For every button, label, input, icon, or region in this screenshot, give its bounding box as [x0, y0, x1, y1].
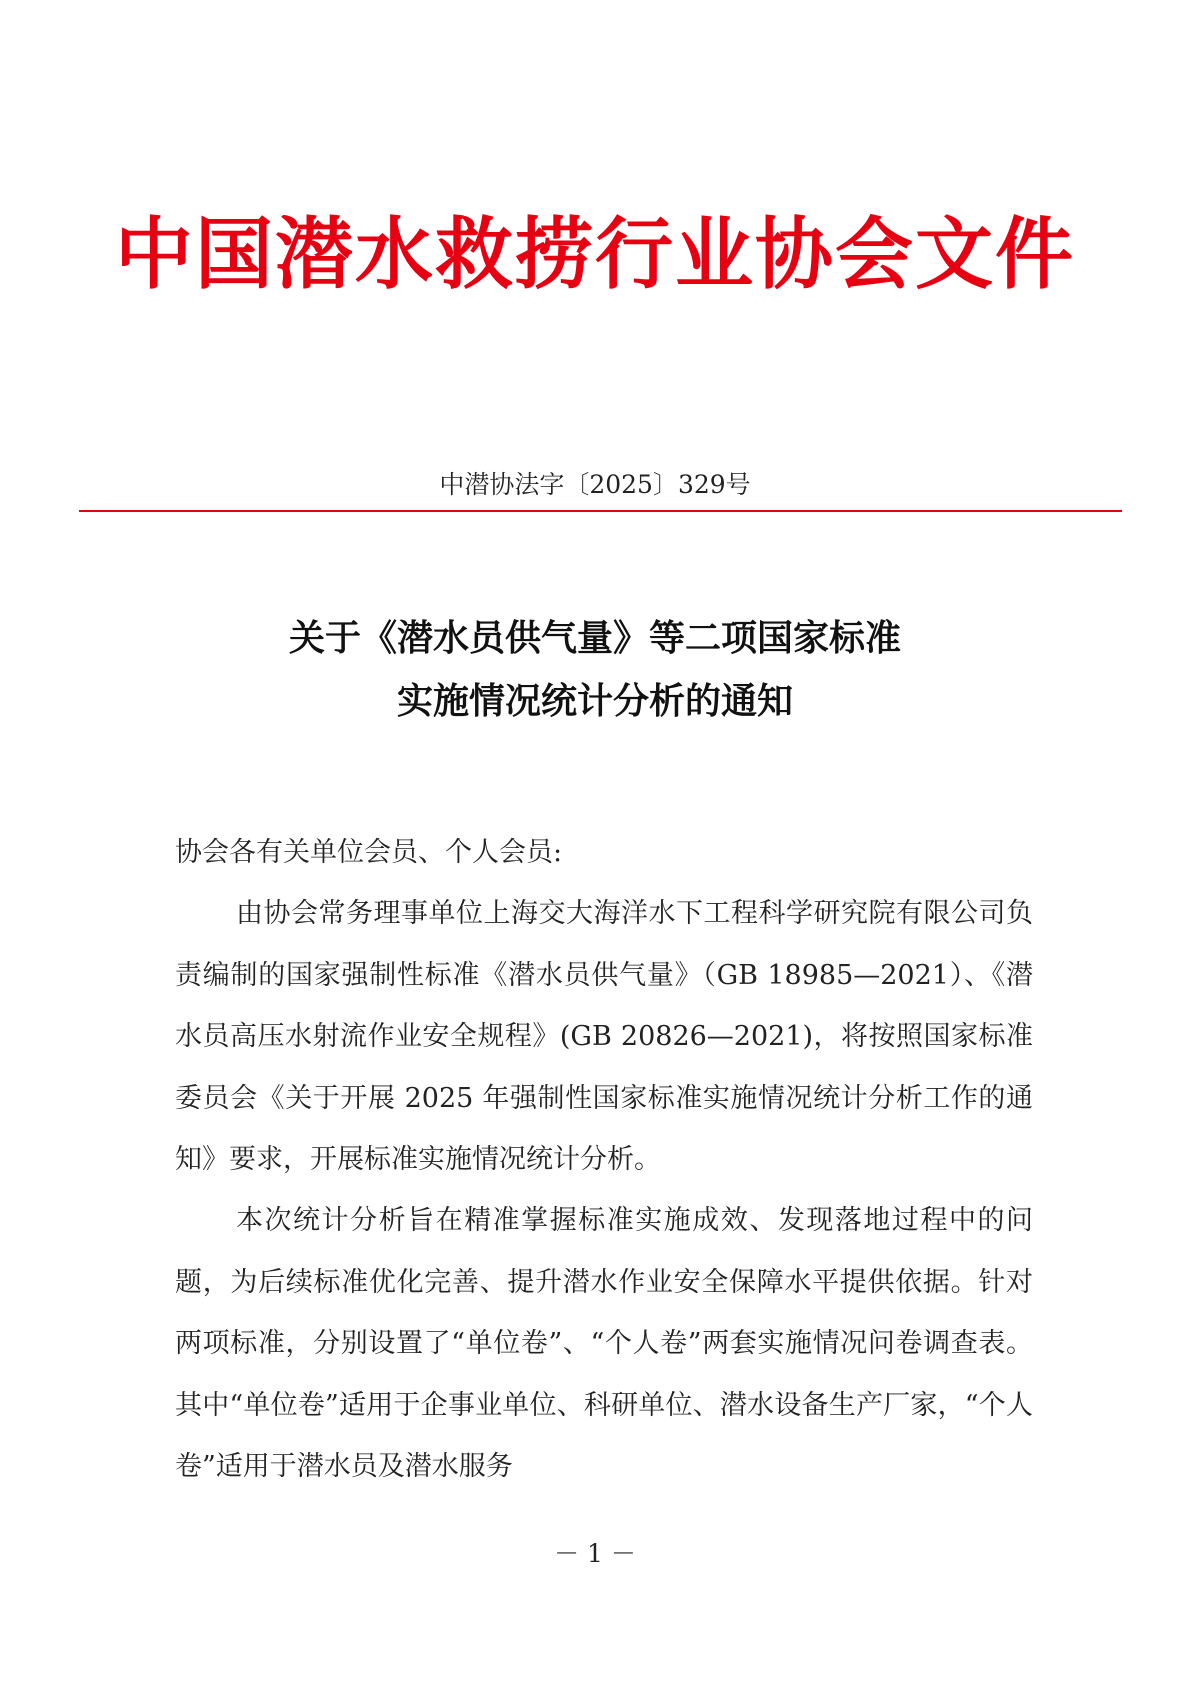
- document-number: 中潜协法字〔2025〕329号: [439, 470, 751, 499]
- header-divider-line: [79, 510, 1122, 512]
- document-title-line-2: 实施情况统计分析的通知: [396, 680, 793, 722]
- document-body: [175, 822, 1033, 1497]
- document-title-line-1: 关于《潜水员供气量》等二项国家标准: [288, 617, 901, 659]
- body-paragraph-2: 本次统计分析旨在精准掌握标准实施成效、发现落地过程中的问题，为后续标准优化完善、提升潜水作业安全保障水平提供依据。针对两项标准，分别设置了“单位卷”、“个人卷”两套实施情况问卷调查表。其中“单位卷”适用于企事业单位、科研单位、潜水设备生产厂家，“个人卷”适用于潜水员及潜水服务: [175, 1205, 1033, 1483]
- body-paragraph-1: 由协会常务理事单位上海交大海洋水下工程科学研究院有限公司负责编制的国家强制性标准《潜水员供气量》（GB 18985—2021）、《潜水员高压水射流作业安全规程》(GB 20826—2021)，将按照国家标准委员会《关于开展 2025 年强制性国家标准实施情况统计分析工作的通知》要求，开展标准实施情况统计分析。: [175, 898, 1033, 1176]
- org-header-title: 中国潜水救捞行业协会文件: [114, 209, 1075, 300]
- page-number: － 1 －: [554, 1539, 636, 1568]
- salutation: 协会各有关单位会员、个人会员:: [175, 837, 563, 868]
